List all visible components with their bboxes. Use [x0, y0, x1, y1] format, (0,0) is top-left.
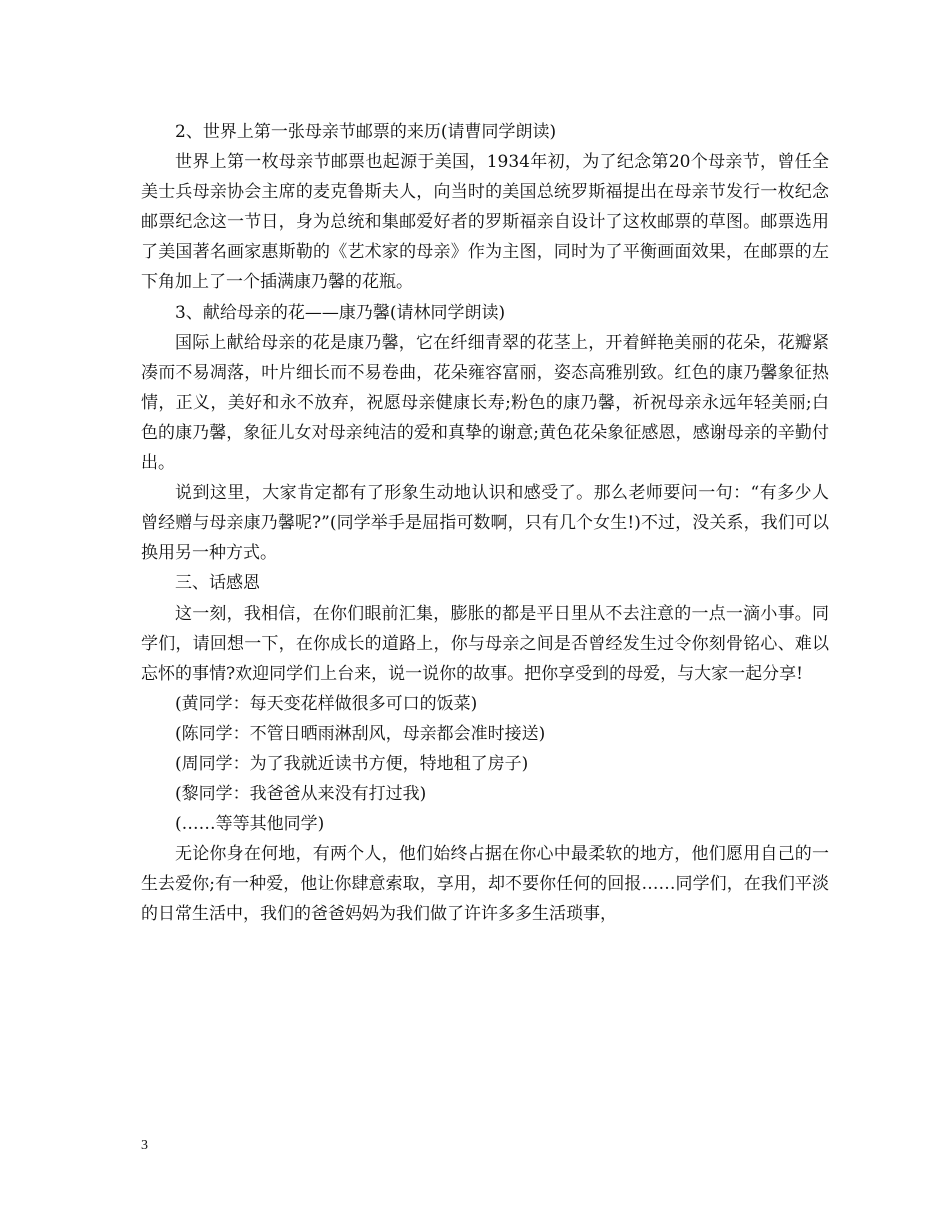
- student-note-li: (黎同学：我爸爸从来没有打过我): [175, 784, 427, 805]
- paragraph-share-stories: 这一刻，我相信，在你们眼前汇集，膨胀的都是平日里从不去注意的一点一滴小事。同学们，请回想一下，在你成长的道路上，你与母亲之间是否曾经发生过令你刻骨铭心、难以忘怀的事情?欢迎同学们上台来，说一说你的故事。把你享受到的母爱，与大家一起分享!: [141, 603, 829, 684]
- body-text: [141, 117, 829, 930]
- student-note-others: (……等等其他同学): [175, 814, 325, 835]
- page-number: 3: [141, 1138, 148, 1153]
- section-heading-gratitude: 三、话感恩: [175, 573, 260, 594]
- paragraph-stamp-history: 世界上第一枚母亲节邮票也起源于美国，1934年初，为了纪念第20个母亲节，曾任全美士兵母亲协会主席的麦克鲁斯夫人，向当时的美国总统罗斯福提出在母亲节发行一枚纪念邮票纪念这一节日，身为总统和集邮爱好者的罗斯福亲自设计了这枚邮票的草图。邮票选用了美国著名画家惠斯勒的《艺术家的母亲》作为主图，同时为了平衡画面效果，在邮票的左下角加上了一个插满康乃馨的花瓶。: [141, 152, 829, 293]
- student-note-huang: (黄同学：每天变花样做很多可口的饭菜): [175, 693, 478, 714]
- section-heading-carnation: 3、献给母亲的花——康乃馨(请林同学朗读): [175, 302, 506, 323]
- paragraph-parents-love: 无论你身在何地，有两个人，他们始终占据在你心中最柔软的地方，他们愿用自己的一生去爱你;有一种爱，他让你肆意索取，享用，却不要你任何的回报……同学们，在我们平淡的日常生活中，我们的爸爸妈妈为我们做了许许多多生活琐事，: [141, 844, 829, 925]
- section-heading-stamp-history: 2、世界上第一张母亲节邮票的来历(请曹同学朗读): [175, 122, 557, 142]
- student-note-chen: (陈同学：不管日晒雨淋刮风，母亲都会准时接送): [175, 723, 546, 744]
- paragraph-carnation: 国际上献给母亲的花是康乃馨，它在纤细青翠的花茎上，开着鲜艳美丽的花朵，花瓣紧凑而不易凋落，叶片细长而不易卷曲，花朵雍容富丽，姿态高雅别致。红色的康乃馨象征热情，正义，美好和永不放弃，祝愿母亲健康长寿;粉色的康乃馨，祈祝母亲永远年轻美丽;白色的康乃馨，象征儿女对母亲纯洁的爱和真挚的谢意;黄色花朵象征感恩，感谢母亲的辛勤付出。: [141, 332, 829, 474]
- paragraph-question: 说到这里，大家肯定都有了形象生动地认识和感受了。那么老师要问一句：“有多少人曾经赠与母亲康乃馨呢?”(同学举手是屈指可数啊，只有几个女生!)不过，没关系，我们可以换用另一种方式。: [141, 483, 829, 564]
- student-note-zhou: (周同学：为了我就近读书方便，特地租了房子): [175, 753, 529, 774]
